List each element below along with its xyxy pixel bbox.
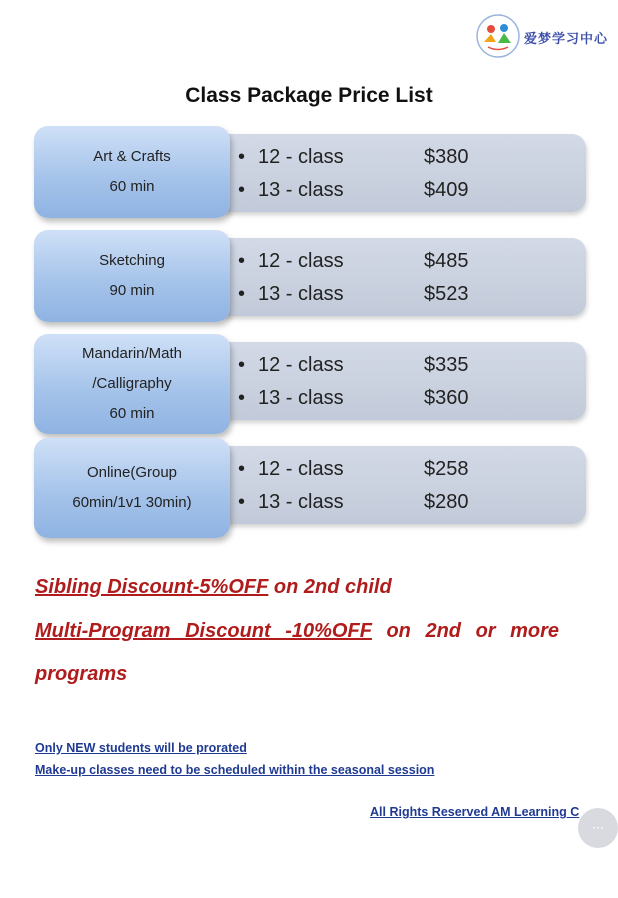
bullet-icon: • (238, 387, 246, 409)
rights-reserved: All Rights Reserved AM Learning C (370, 805, 580, 819)
package-name-box (34, 230, 230, 322)
class-count: 13 - class (258, 283, 344, 305)
multi-discount-label: Multi-Program Discount -10%OFF (35, 620, 372, 642)
price: $258 (424, 458, 469, 480)
package-duration: 60 min (109, 178, 155, 195)
price: $485 (424, 250, 469, 272)
class-count: 13 - class (258, 387, 344, 409)
multi-discount-rest: on 2nd or more (371, 620, 560, 642)
bullet-icon: • (238, 179, 246, 201)
package-duration: 90 min (109, 282, 155, 299)
bullet-icon: • (238, 283, 246, 305)
bullet-icon: • (238, 146, 246, 168)
package-name: Sketching (99, 252, 165, 269)
sibling-discount-rest: on 2nd child (268, 576, 392, 598)
bullet-icon: • (238, 491, 246, 513)
class-count: 13 - class (258, 179, 344, 201)
package-mandarin-math (34, 334, 586, 426)
bullet-icon: • (238, 354, 246, 376)
package-sketching (34, 230, 586, 322)
bullet-icon: • (238, 458, 246, 480)
price: $409 (424, 179, 469, 201)
package-online (34, 438, 586, 530)
brand-name: 爱梦学习中心 (524, 31, 609, 46)
package-duration: 60min/1v1 30min) (72, 494, 192, 511)
package-name-cont: /Calligraphy (92, 375, 172, 392)
sibling-discount-label: Sibling Discount-5%OFF (35, 576, 269, 598)
class-count: 12 - class (258, 146, 344, 168)
logo (474, 12, 614, 62)
note-prorated: Only NEW students will be prorated (35, 741, 247, 755)
sibling-discount (35, 576, 392, 599)
class-count: 12 - class (258, 458, 344, 480)
package-duration: 60 min (109, 405, 155, 422)
package-art-crafts (34, 126, 586, 218)
page-title: Class Package Price List (185, 84, 433, 107)
price: $280 (424, 491, 469, 513)
package-name-box (34, 334, 230, 434)
multi-discount-line2: programs (35, 663, 128, 685)
multi-program-discount (35, 620, 559, 643)
package-name: Online(Group (86, 464, 178, 481)
package-name: Art & Crafts (93, 148, 171, 165)
package-name-box (34, 126, 230, 218)
price: $523 (424, 283, 469, 305)
class-count: 12 - class (258, 250, 344, 272)
price: $335 (424, 354, 469, 376)
price: $380 (424, 146, 469, 168)
bullet-icon: • (238, 250, 246, 272)
watermark-badge-icon: ⋯ (578, 808, 618, 848)
price: $360 (424, 387, 469, 409)
note-makeup: Make-up classes need to be scheduled within the seasonal session (35, 763, 435, 777)
class-count: 13 - class (258, 491, 344, 513)
package-name: Mandarin/Math (81, 345, 183, 362)
package-name-box (34, 438, 230, 538)
class-count: 12 - class (258, 354, 344, 376)
logo-icon (474, 12, 522, 60)
